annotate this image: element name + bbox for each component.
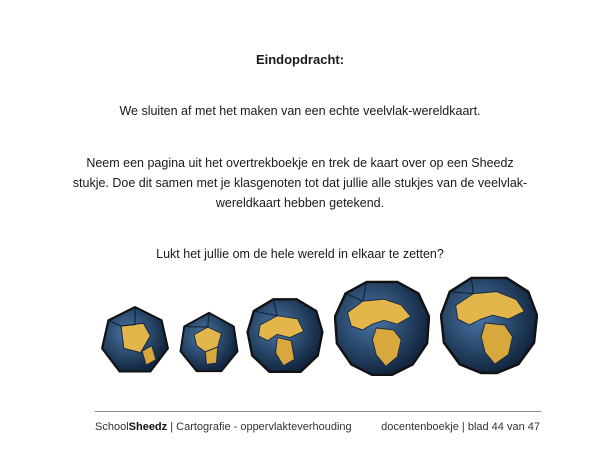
- polyhedron-globe-4: [334, 280, 430, 376]
- intro-paragraph: We sluiten af met het maken van een echte veelvlak-wereldkaart.: [119, 104, 481, 118]
- footer-separator: |: [167, 421, 177, 433]
- polyhedron-globe-5: [440, 274, 538, 376]
- page-title: Eindopdracht:: [255, 52, 345, 67]
- brand-name: Sheedz: [128, 421, 168, 433]
- polyhedron-globes-illustration: [0, 270, 600, 385]
- brand-prefix: School: [95, 421, 129, 433]
- footer-left: [95, 421, 352, 433]
- polyhedron-globe-1: [100, 305, 170, 375]
- footer-divider: [95, 411, 541, 412]
- footer-subject: Cartografie - oppervlakteverhouding: [176, 421, 352, 433]
- polyhedron-globe-2: [178, 310, 240, 374]
- footer-booklet: docentenboekje: [381, 421, 459, 433]
- page-number: blad 44 van 47: [467, 421, 540, 433]
- footer-separator-2: |: [458, 421, 468, 433]
- instructions-paragraph: Neem een pagina uit het overtrekboekje en trek de kaart over op een Sheedz stukje. Doe dit samen met je klasgenoten tot dat jullie alle stukjes van de veelvlak-wereldkaart hebben getekend.: [72, 156, 528, 210]
- question-paragraph: Lukt het jullie om de hele wereld in elkaar te zetten?: [156, 247, 444, 261]
- polyhedron-globe-3: [246, 297, 324, 375]
- footer-right: [381, 421, 540, 433]
